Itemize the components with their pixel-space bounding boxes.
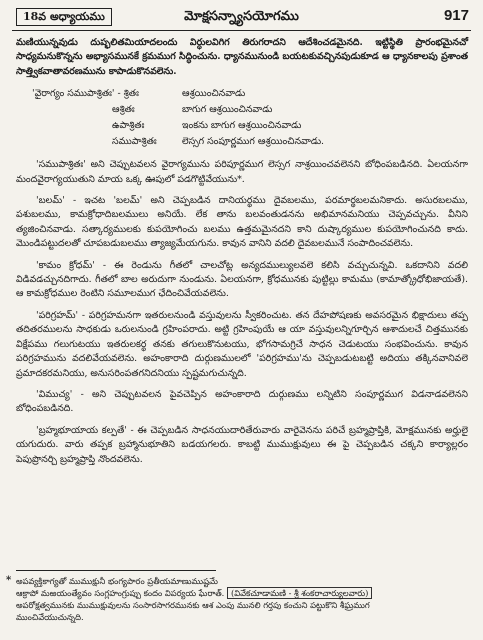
definition-meaning: ఆశ్రయించినవాడు <box>182 88 246 100</box>
definition-row <box>32 118 468 134</box>
definition-meaning: లెస్సగ సంపూర్ణముగ ఆశ్రయించినవాడు. <box>182 136 325 148</box>
citation-box: (వివేకచూడామణి - శ్రీ శంకరాచార్యులవారు) <box>227 587 372 599</box>
definition-term: సముపాశ్రితః <box>112 136 157 148</box>
chapter-tag: 18వ అధ్యాయము <box>16 8 112 26</box>
definition-row <box>32 86 468 102</box>
footnote-line: ముంచివేయుచున్నది. <box>16 612 84 622</box>
footnote-marker: * <box>6 575 12 586</box>
body-paragraph: 'బలమ్' - ఇచట 'బలమ్' అని చెప్పబడిన దానియర్థము దైవబలము, పరమార్థబలమనికాదు. అసురబలము, పశుబలము, కామక్రోధాదిబలములు అనియే. లేక తాను బలవంతుడనను అభిమానమనియు చెప్పవచ్చును. వీనిని త్యజించినవాడు. సత్కార్యములకు కుపయోగించు బలము ఉత్తమమైనదని కాని దుష్కార్యముల కుపయోగించునది కాదు. మొండిపట్టుదలతో చూపబడుబలము త్యాజ్యమేయగును. కావున వానిని వదలి దైవబలమునే సంపాదించవలెను. <box>16 195 468 250</box>
definition-meaning: ఇంకను బాగుగ ఆశ్రయించినవాడు <box>182 120 302 132</box>
definition-row <box>32 102 468 118</box>
footnote-line: అపరోక్షత్వమునకు ముముక్షువులను సంసారసాగరమునకు ఆశ ఎంపు మునలి గర్తపు కంచుని పట్టుకొని శీఘ్రముగ <box>16 600 370 610</box>
header-rule <box>12 30 471 31</box>
definition-table <box>32 86 468 150</box>
body-paragraph: 'విముచ్య' - అని చెప్పుటవలన పైవచెప్పిన అహంకారాది దుర్గుణము లన్నిటిని సంపూర్ణముగ విడనాడవలెనని బోధింపబడినది. <box>16 388 468 415</box>
body-paragraph: 'సముపాశ్రితః' అని చెప్పుటవలన వైరాగ్యమును పరిపూర్ణముగ లెస్సగ నాశ్రయించవలెనని బోధింపబడినది. ఏలయనగా మందవైరాగ్యయుతుని మాయ ఒక్క ఊపులో పడగొట్టివేయును*. <box>16 159 468 185</box>
definition-row <box>32 134 468 150</box>
definition-lead-term: 'వైరాగ్యం సముపాశ్రితః' - శ్రితః <box>32 88 139 100</box>
page-header <box>8 8 475 30</box>
body-paragraph: 'బ్రహ్మభూయాయ కల్పతే' - ఈ చెప్పబడిన సాధనయుదారితేరువారు వారైవెనను పరిచే బ్రహ్మప్రాప్తికి, మోక్షమునకు అర్హులై యగుదురు. వారు తప్పక బ్రహ్మానుభూతిని బడయగలరు. కాబట్టి ముముక్షువులు ఈ పై చెప్పబడిన చక్కని కార్యాల్లరం పెపుప్రొనర్చి బ్రహ్మప్రాప్తి నొందవలెను. <box>16 424 468 465</box>
book-title: మోక్షసన్న్యాసయోగము <box>184 9 299 24</box>
page-number: 917 <box>443 7 469 24</box>
intro-paragraph: మణియున్నవుడు దుష్ఫలితమియాదలందు విర్ధులవిగిగ తిరుగరాదని ఆదేశించడమైనది. ఇట్టిస్థితి ప్రారంభమైనచో సాధ్యమనుకొన్నను అభ్యాసమునకే క్రమముగ సిద్ధించును. ధ్యానమునుండి బయటకువచ్చినపుడుకూడ ఆ ధ్యానకాలపు ప్రశాంత సాత్త్వికవాతావరణమును కాపాడుకొనవలెను. <box>16 37 468 77</box>
definition-term: ఉపాశ్రితః <box>112 120 145 132</box>
footnote-line: ఆక్రాపో మఱయంత్యేవం సంగ్లహంగ్రుప్పు కందం విపర్యయ ఘేరాత్. (వివేకచూడామణి - శ్రీ శంకరాచార్యులవారు) <box>16 587 468 599</box>
body-paragraph: 'కామం క్రోధమ్' - ఈ రెండును గీతలో చాలచోట్ల అన్యదముల్యులవలె కలిసి వచ్చుచున్నవి. ఒకదానిని వదలి విడివడచ్చునదిగాదు. గీతలో బాల అరుదుగా నుండును. ఏలయనగా, క్రోధమునకు పుట్టిల్లు కామము (కామాత్క్రోధోభిజాయతే). ఆ కామక్రోధముల రెంటిని సమూలముగ ఛేదించివేయవలెను. <box>16 259 468 300</box>
footnote <box>6 575 468 623</box>
body-paragraph: 'పరిగ్రహమ్' - పరిగ్రహమనగా ఇతరులనుండి వస్తువులను స్వీకరించుట. తన దేహపోషణకు అవసరమైన భిక్షాదులు తప్ప తదితరములను సాధకుడు ఒరులనుండి గ్రహింపరాదు. అట్టి గ్రహింపుయే ఆ యా వస్తువులన్నిగూర్చిన ఆశాదులచే చిత్తమునకు విక్షేపము గలుగుటయు ఇతరులకర్థ తనకు తగులుకొనుటయు, భోగసామగ్రిచే సాధన చెడుటయు సంభవించును. కావున పరిగ్రహమును వదలివేయవలెను. అహంకారాది దుర్గుణములలో 'పరిగ్రహము'ను చెప్పబడుటబట్టి అదియు తక్కినవానివలె ప్రమాదకరమనియు, అనుసరింపతగనిదనియు స్పష్టమగుచున్నది. <box>16 309 468 379</box>
footnote-rule <box>16 570 216 571</box>
definition-meaning: బాగుగ ఆశ్రయించినవాడు <box>182 104 273 116</box>
definition-term: ఆశ్రితః <box>112 104 135 116</box>
page-body <box>16 36 468 474</box>
footnote-line: అపవ్యక్తికాగ్యతో ముముక్షునీ భంగ్యపారం ప్రతీయమాణుముష్టమే <box>16 576 218 586</box>
